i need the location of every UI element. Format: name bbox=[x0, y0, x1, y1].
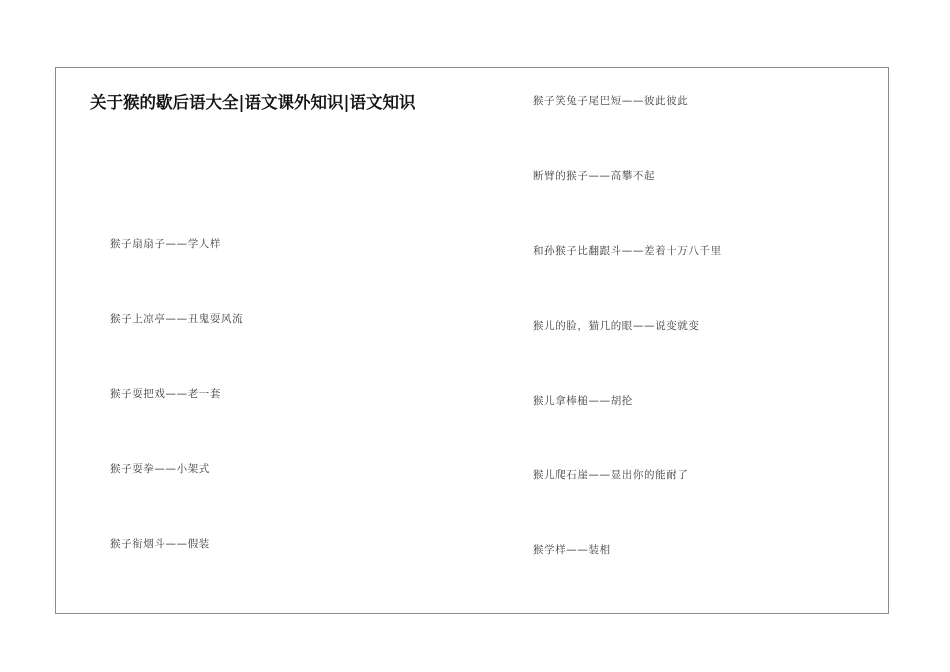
list-item: 猴学样——装相 bbox=[533, 544, 611, 556]
list-item: 断臂的猴子——高攀不起 bbox=[533, 170, 656, 182]
list-item: 猴子耍把戏——老一套 bbox=[110, 388, 221, 400]
list-item: 猴子衔烟斗——假装 bbox=[110, 538, 210, 550]
document-title: 关于猴的歇后语大全|语文课外知识|语文知识 bbox=[90, 93, 416, 112]
list-item: 猴儿爬石崖——显出你的能耐了 bbox=[533, 469, 689, 481]
list-item: 猴子扇扇子——学人样 bbox=[110, 238, 221, 250]
document-page bbox=[55, 67, 889, 614]
list-item: 和孙猴子比翻跟斗——差着十万八千里 bbox=[533, 245, 722, 257]
list-item: 猴子笑兔子尾巴短——彼此彼此 bbox=[533, 95, 689, 107]
list-item: 猴儿拿棒槌——胡抡 bbox=[533, 395, 633, 407]
list-item: 猴子上凉亭——丑鬼耍风流 bbox=[110, 313, 244, 325]
list-item: 猴子耍拳——小架式 bbox=[110, 463, 210, 475]
list-item: 猴儿的脸，猫几的眼——说变就变 bbox=[533, 320, 700, 332]
